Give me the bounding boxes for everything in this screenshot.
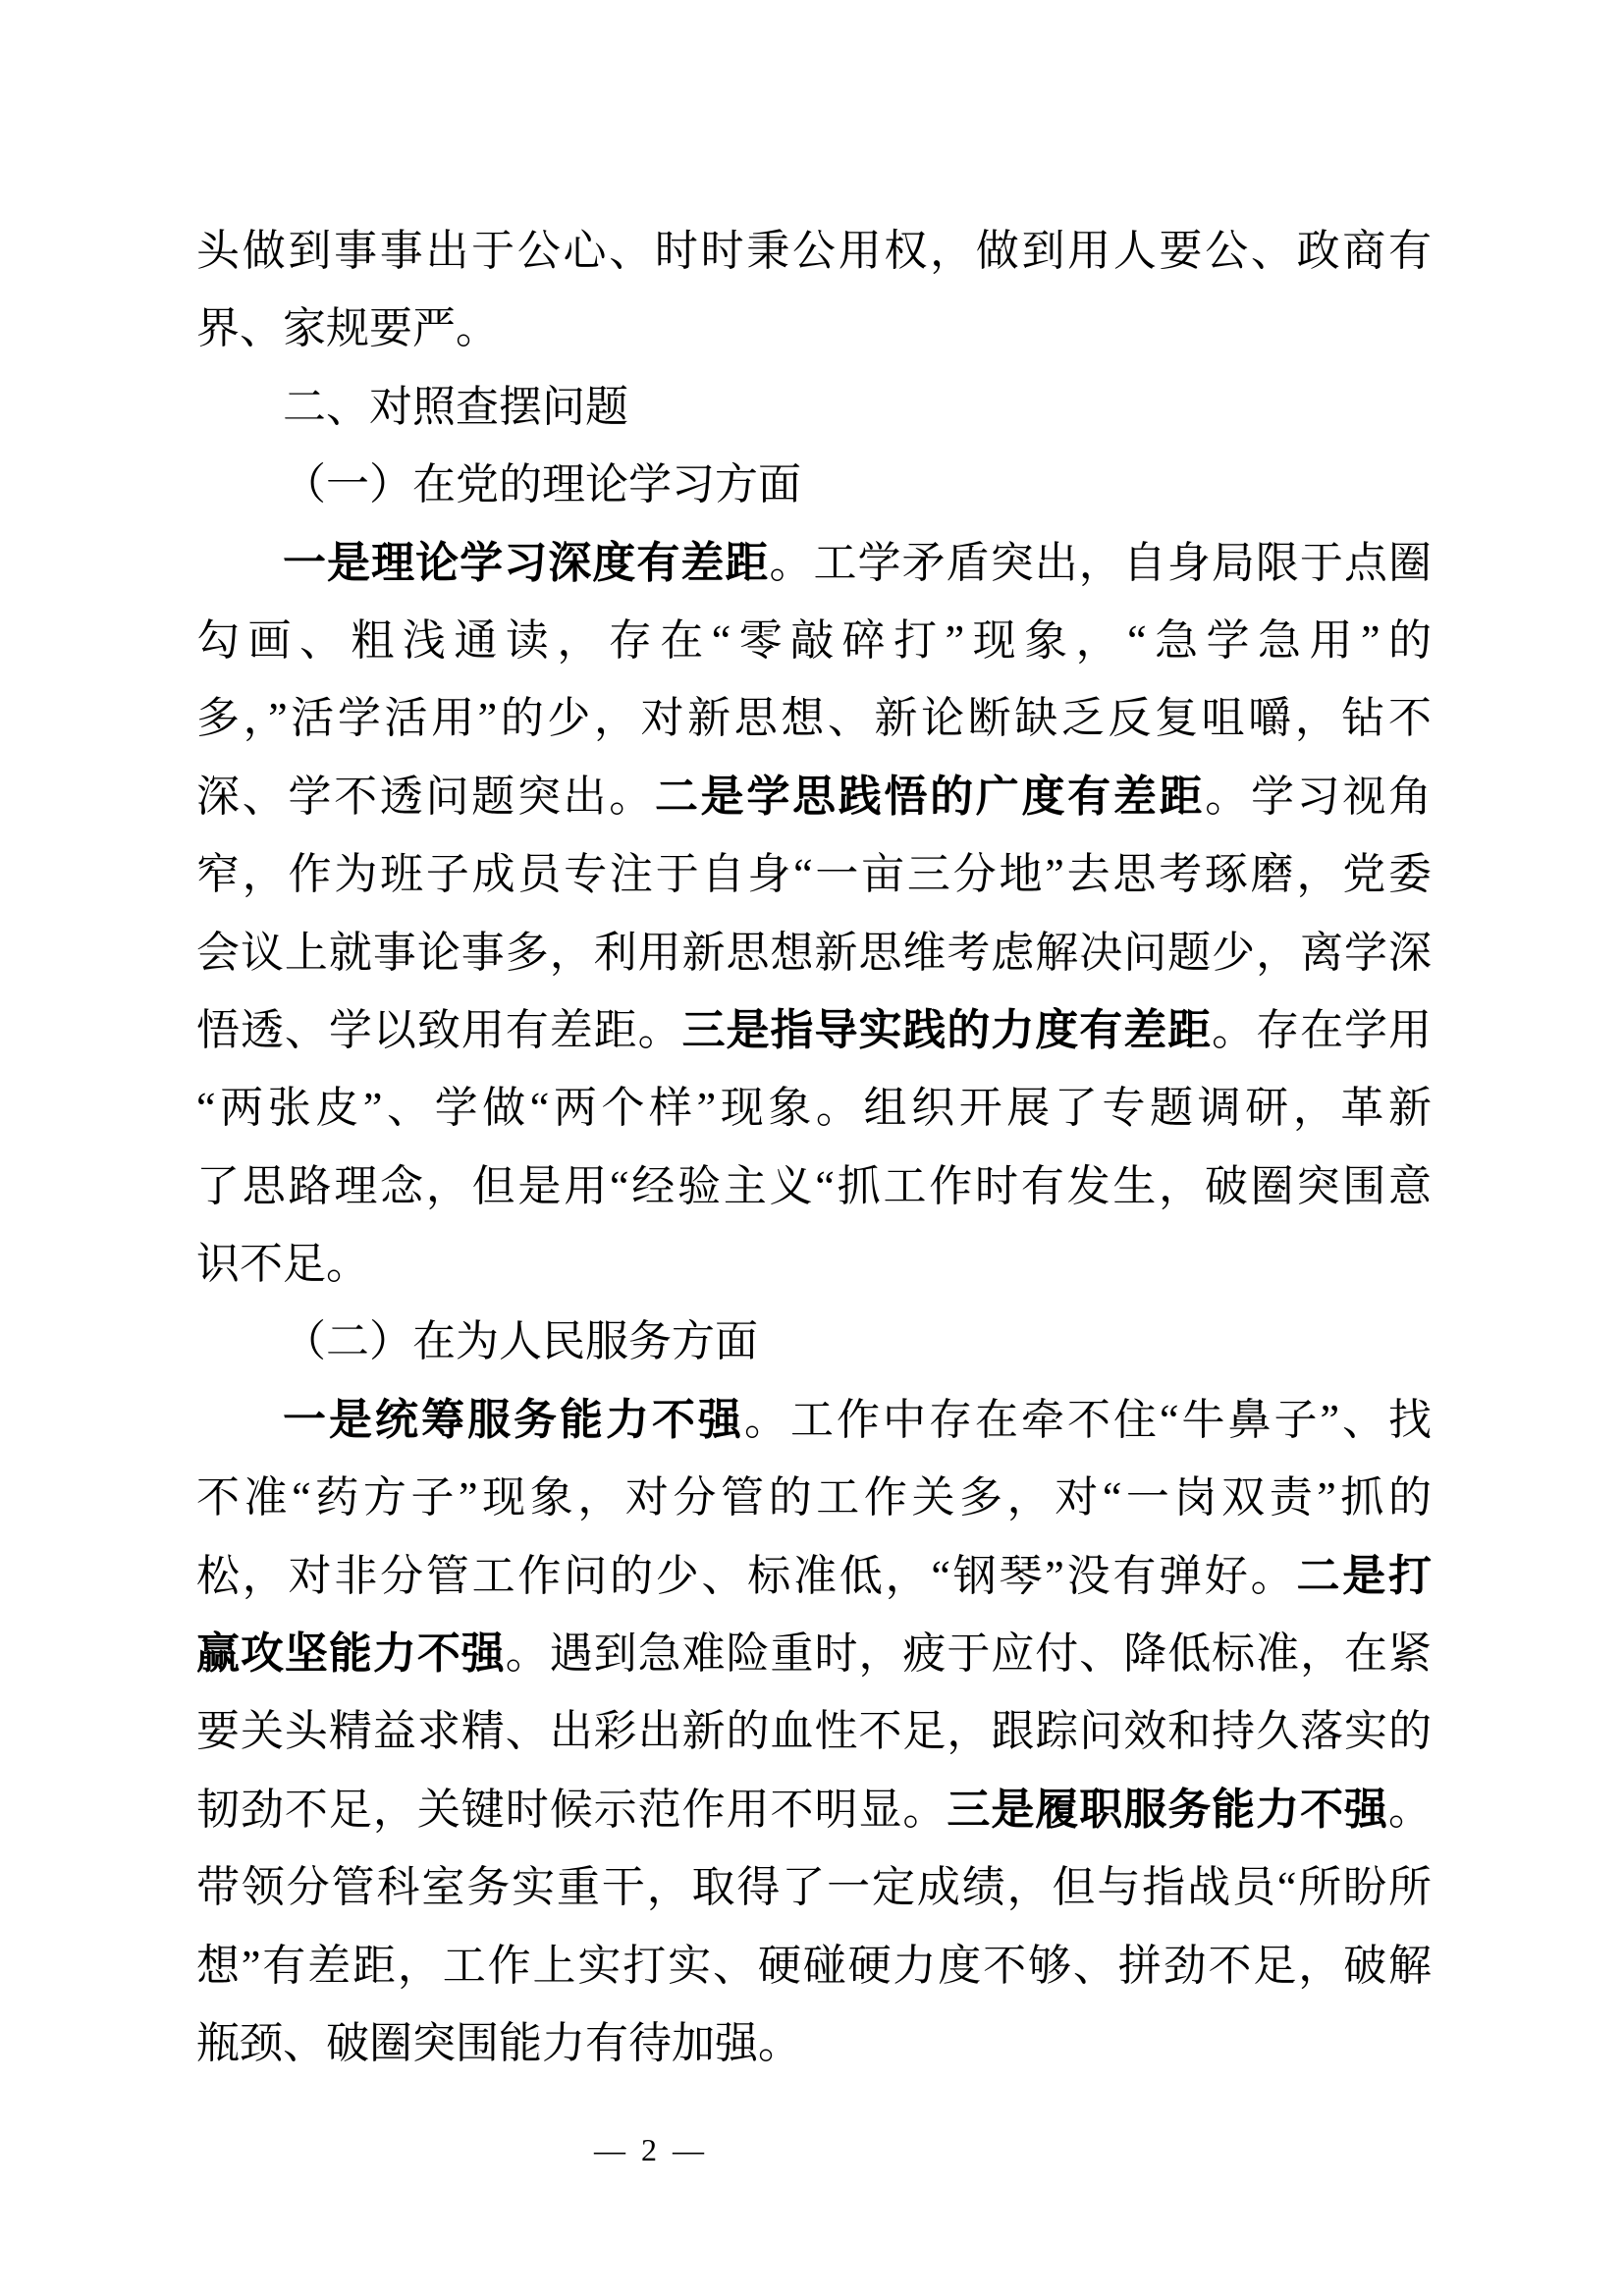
text-line bbox=[196, 1615, 1432, 1692]
text-run: 。 bbox=[1388, 1785, 1433, 1834]
text-run: 深、学不透问题突出。 bbox=[196, 772, 655, 821]
text-line bbox=[196, 1692, 1432, 1770]
bold-text-run: 一是统筹服务能力不强 bbox=[283, 1395, 744, 1444]
text-run: （一）在党的理论学习方面 bbox=[283, 460, 801, 509]
text-line bbox=[196, 835, 1432, 913]
heading-line bbox=[196, 1303, 1432, 1380]
text-run: 了思路理念，但是用“经验主义“抓工作时有发生，破圈突围意 bbox=[196, 1161, 1432, 1210]
bold-text-run: 赢攻坚能力不强 bbox=[196, 1629, 506, 1679]
text-run: 勾画、粗浅通读，存在“零敲碎打”现象，“急学急用”的 bbox=[196, 615, 1432, 665]
text-run: 。遇到急难险重时，疲于应付、降低标准，在紧 bbox=[505, 1629, 1433, 1679]
text-run: 多，”活学活用”的少，对新思想、新论断缺乏反复咀嚼，钻不 bbox=[196, 694, 1432, 743]
text-line bbox=[196, 1771, 1432, 1848]
bold-text-run: 三是履职服务能力不强 bbox=[947, 1785, 1389, 1834]
heading-line bbox=[196, 446, 1432, 523]
text-line bbox=[196, 1848, 1432, 1926]
bold-text-run: 二是学思践悟的广度有差距 bbox=[654, 772, 1206, 821]
text-run: （二）在为人民服务方面 bbox=[283, 1317, 758, 1366]
text-line bbox=[196, 991, 1432, 1069]
text-run: 要关头精益求精、出彩出新的血性不足，跟踪问效和持久落实的 bbox=[196, 1707, 1432, 1756]
text-line bbox=[196, 1069, 1432, 1147]
text-line bbox=[196, 1927, 1432, 2004]
text-run: 瓶颈、破圈突围能力有待加强。 bbox=[196, 2018, 801, 2067]
text-run: 悟透、学以致用有差距。 bbox=[196, 1005, 682, 1054]
bold-text-run: 一是理论学习深度有差距 bbox=[283, 538, 770, 587]
text-line bbox=[196, 290, 1432, 367]
text-run: 。学习视角 bbox=[1205, 772, 1433, 821]
text-run: 界、家规要严。 bbox=[196, 304, 499, 353]
bold-text-run: 三是指导实践的力度有差距 bbox=[681, 1005, 1213, 1054]
text-run: 。工学矛盾突出，自身局限于点圈 bbox=[769, 538, 1433, 587]
text-line bbox=[196, 1459, 1432, 1536]
text-run: 二、对照查摆问题 bbox=[283, 382, 628, 431]
text-run: 窄，作为班子成员专注于自身“一亩三分地”去思考琢磨，党委 bbox=[196, 850, 1432, 899]
text-line bbox=[196, 524, 1432, 602]
text-run: 。工作中存在牵不住“牛鼻子”、找 bbox=[743, 1395, 1433, 1444]
text-run: 。存在学用 bbox=[1212, 1005, 1433, 1054]
heading-line bbox=[196, 368, 1432, 446]
text-line bbox=[196, 679, 1432, 757]
text-run: 想”有差距，工作上实打实、硬碰硬力度不够、拼劲不足，破解 bbox=[196, 1941, 1432, 1990]
text-run: “两张皮”、学做“两个样”现象。组织开展了专题调研，革新 bbox=[196, 1084, 1432, 1133]
text-line bbox=[196, 602, 1432, 679]
text-run: 头做到事事出于公心、时时秉公用权，做到用人要公、政商有 bbox=[196, 227, 1432, 275]
text-line bbox=[196, 758, 1432, 835]
text-line bbox=[196, 212, 1432, 290]
text-line bbox=[196, 2004, 1432, 2082]
text-line bbox=[196, 1537, 1432, 1615]
page-number: — 2 — bbox=[594, 2132, 708, 2167]
text-run: 不准“药方子”现象，对分管的工作关多，对“一岗双责”抓的 bbox=[196, 1473, 1432, 1522]
text-run: 韧劲不足，关键时候示范作用不明显。 bbox=[196, 1785, 947, 1834]
text-line bbox=[196, 914, 1432, 991]
text-run: 会议上就事论事多，利用新思想新思维考虑解决问题少，离学深 bbox=[196, 928, 1432, 977]
text-run: 松，对非分管工作问的少、标准低，“钢琴”没有弹好。 bbox=[196, 1551, 1297, 1600]
text-line bbox=[196, 1225, 1432, 1303]
text-line bbox=[196, 1148, 1432, 1225]
text-run: 识不足。 bbox=[196, 1240, 369, 1289]
text-run: 带领分管科室务实重干，取得了一定成绩，但与指战员“所盼所 bbox=[196, 1863, 1432, 1912]
bold-text-run: 二是打 bbox=[1296, 1551, 1433, 1600]
text-line bbox=[196, 1381, 1432, 1459]
document-body bbox=[196, 212, 1432, 2082]
